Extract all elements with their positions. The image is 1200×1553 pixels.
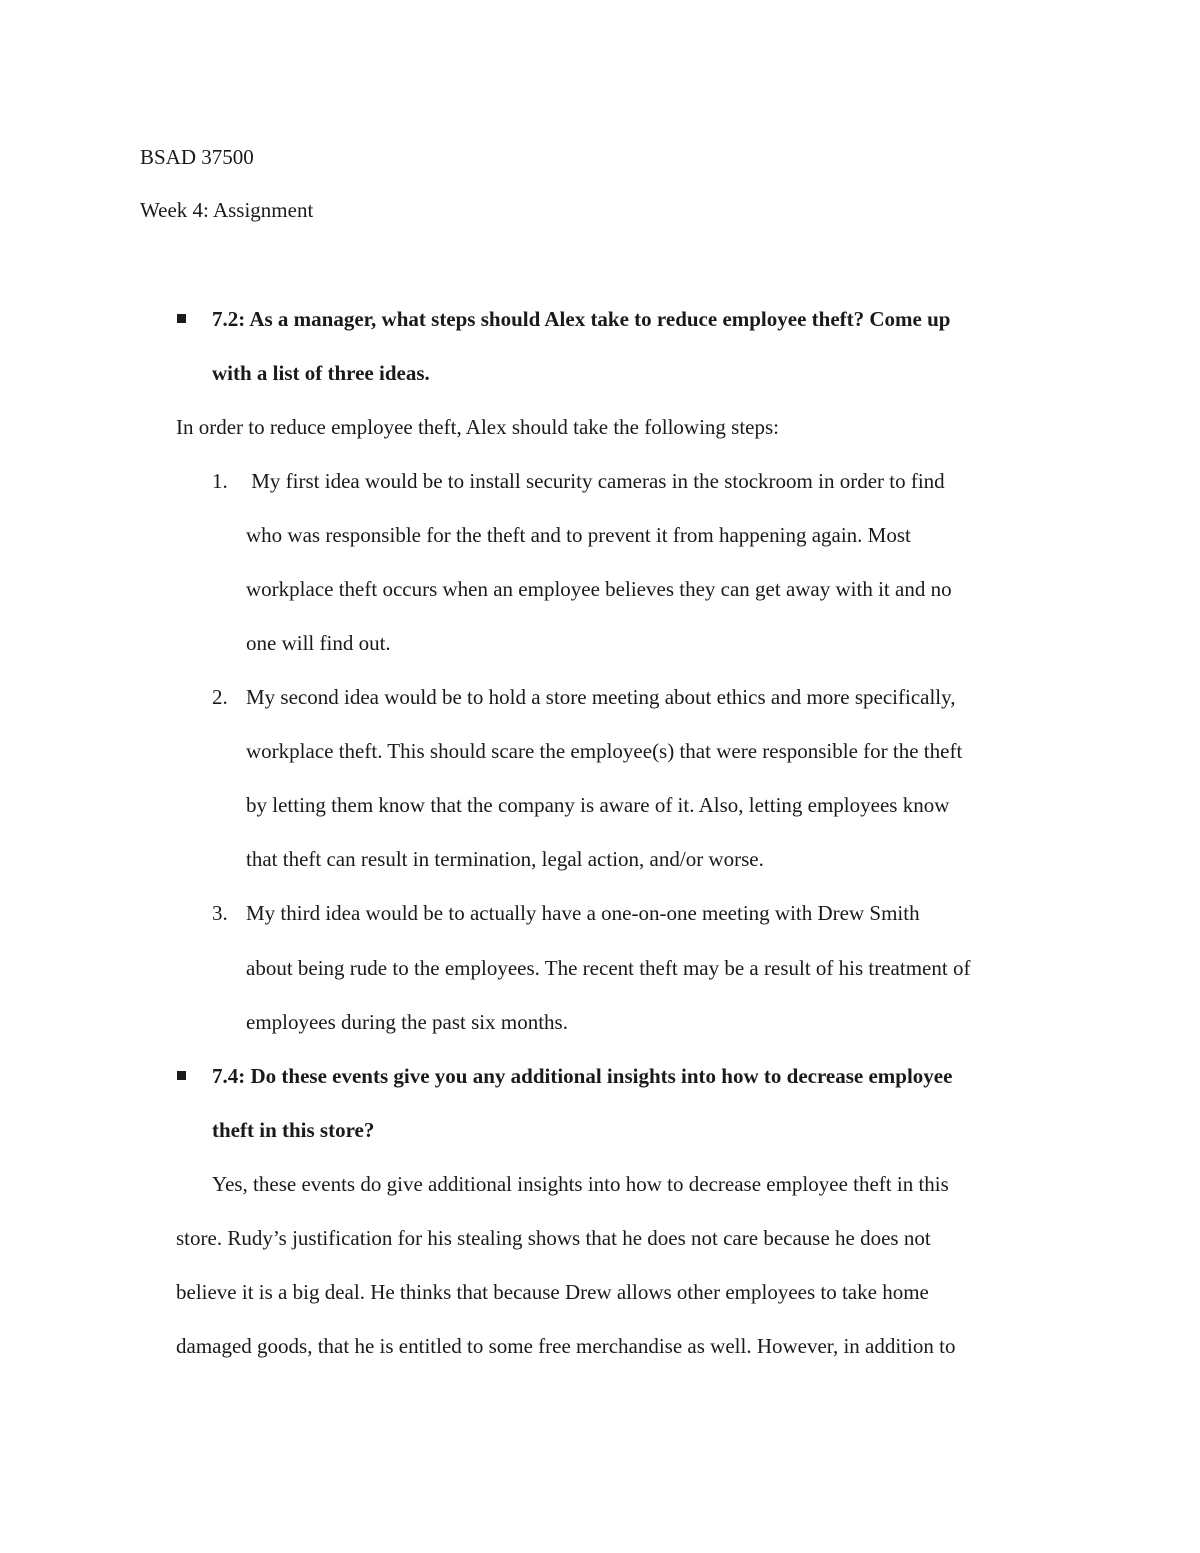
idea-1-number: 1. bbox=[212, 469, 228, 493]
square-bullet-icon bbox=[177, 314, 186, 323]
question-7-4-line-1: 7.4: Do these events give you any additional insights into how to decrease employee bbox=[212, 1064, 953, 1088]
question-7-2-line-1: 7.2: As a manager, what steps should Alex take to reduce employee theft? Come up bbox=[212, 307, 951, 331]
idea-2-line-4: that theft can result in termination, legal action, and/or worse. bbox=[246, 847, 764, 871]
answer-7-4-line-1: Yes, these events do give additional insights into how to decrease employee theft in this bbox=[212, 1172, 949, 1196]
idea-2-line-3: by letting them know that the company is aware of it. Also, letting employees know bbox=[246, 793, 950, 817]
idea-2-number: 2. bbox=[212, 685, 228, 709]
idea-1-line-4: one will find out. bbox=[246, 631, 391, 655]
assignment-title: Week 4: Assignment bbox=[140, 198, 314, 222]
answer-7-4-line-3: believe it is a big deal. He thinks that because Drew allows other employees to take home bbox=[176, 1280, 929, 1304]
course-code: BSAD 37500 bbox=[140, 145, 254, 169]
answer-intro: In order to reduce employee theft, Alex should take the following steps: bbox=[176, 415, 780, 439]
answer-7-4-line-4: damaged goods, that he is entitled to some free merchandise as well. However, in addition to bbox=[176, 1334, 956, 1358]
answer-7-4-line-2: store. Rudy’s justification for his stealing shows that he does not care because he does not bbox=[176, 1226, 931, 1250]
square-bullet-icon bbox=[177, 1071, 186, 1080]
question-7-2-line-2: with a list of three ideas. bbox=[212, 361, 430, 385]
question-7-4-line-2: theft in this store? bbox=[212, 1118, 375, 1142]
idea-3-line-3: employees during the past six months. bbox=[246, 1010, 568, 1034]
idea-2-line-1: My second idea would be to hold a store meeting about ethics and more specifically, bbox=[246, 685, 956, 709]
idea-2-line-2: workplace theft. This should scare the employee(s) that were responsible for the theft bbox=[246, 739, 963, 763]
idea-3-line-2: about being rude to the employees. The recent theft may be a result of his treatment of bbox=[246, 956, 971, 980]
idea-3-line-1: My third idea would be to actually have a one-on-one meeting with Drew Smith bbox=[246, 901, 920, 925]
idea-1-line-3: workplace theft occurs when an employee believes they can get away with it and no bbox=[246, 577, 952, 601]
idea-1-line-1: My first idea would be to install security cameras in the stockroom in order to find bbox=[246, 469, 945, 493]
idea-1-line-2: who was responsible for the theft and to prevent it from happening again. Most bbox=[246, 523, 911, 547]
idea-3-number: 3. bbox=[212, 901, 228, 925]
